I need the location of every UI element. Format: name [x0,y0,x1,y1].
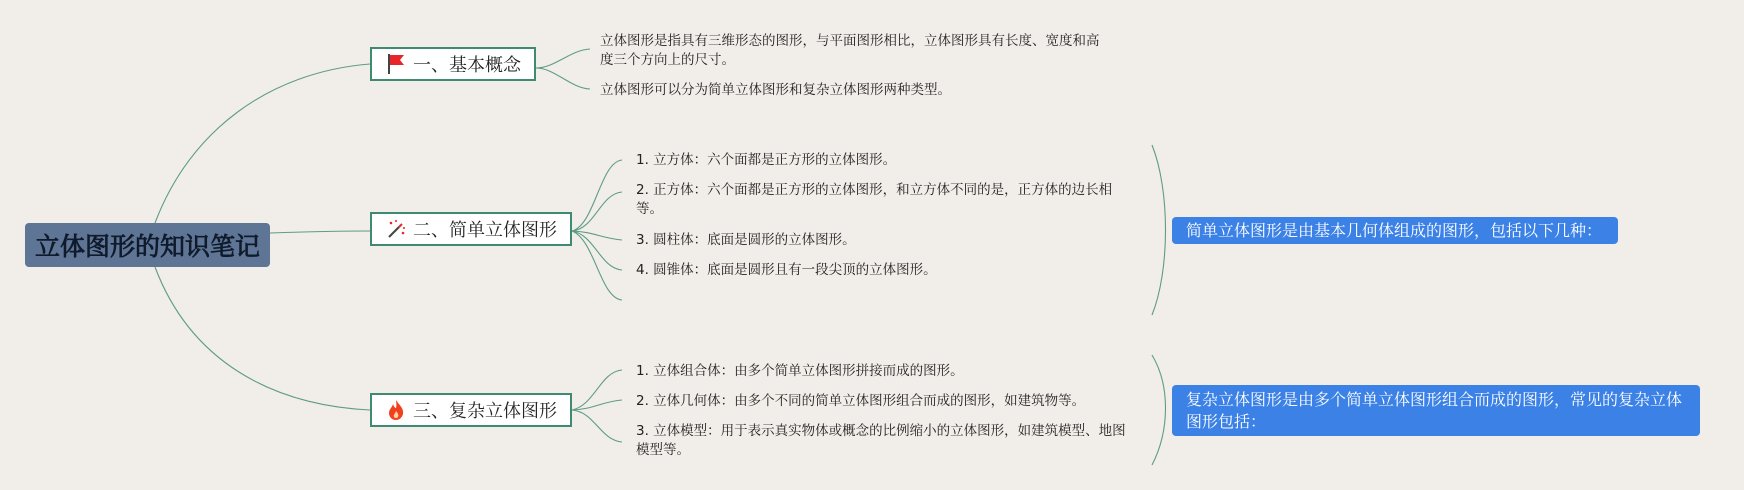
fire-icon [385,399,407,421]
leaf-b2-4[interactable]: 4. 圆锥体：底面是圆形且有一段尖顶的立体图形。 [636,262,937,278]
connector-root-branch-3 [155,267,370,410]
connector-b1-leaf-2 [536,68,590,89]
leaf-b3-2[interactable]: 2. 立体几何体：由多个不同的简单立体图形组合而成的图形，如建筑物等。 [636,393,1086,409]
leaf-b1-2[interactable]: 立体图形可以分为简单立体图形和复杂立体图形两种类型。 [600,82,951,98]
red-flag-icon [385,53,407,75]
branch-complex-solids[interactable] [370,393,572,427]
leaf-b2-3[interactable]: 3. 圆柱体：底面是圆形的立体图形。 [636,232,856,248]
connector-b3-leaf-3 [572,410,622,442]
leaf-b3-1[interactable]: 1. 立体组合体：由多个简单立体图形拼接而成的图形。 [636,363,964,379]
connector-b2-leaf-1 [572,160,622,231]
connector-b2-leaf-5 [572,231,622,300]
central-topic-label: 立体图形的知识笔记 [34,232,260,261]
summary-note-complex[interactable]: 复杂立体图形是由多个简单立体图形组合而成的图形，常见的复杂立体图形包括： [1172,385,1700,436]
leaf-b2-1[interactable]: 1. 立方体：六个面都是正方形的立体图形。 [636,152,897,168]
branch-label: 三、复杂立体图形 [413,401,557,422]
connector-root-branch-1 [155,64,370,223]
branch-label: 一、基本概念 [413,55,521,76]
summary-bracket-2 [1152,145,1166,315]
connector-b1-leaf-1 [536,49,590,68]
leaf-b1-1[interactable]: 立体图形是指具有三维形态的图形，与平面图形相比，立体图形具有长度、宽度和高度三个方向上的尺寸。 [600,33,1100,68]
leaf-b2-2[interactable]: 2. 正方体：六个面都是正方形的立体图形，和立方体不同的是，正方体的边长相等。 [636,182,1113,217]
branch-basic-concepts[interactable] [370,47,536,81]
summary-bracket-3 [1152,355,1166,465]
branch-simple-solids[interactable] [370,212,572,246]
branch-label: 二、简单立体图形 [413,220,557,241]
connector-b3-leaf-1 [572,370,622,410]
leaf-b3-3[interactable]: 3. 立体模型：用于表示真实物体或概念的比例缩小的立体图形，如建筑模型、地图模型等。 [636,423,1126,458]
connector-b3-leaf-2 [572,400,622,410]
magic-wand-icon [385,218,407,240]
connector-b2-leaf-2 [572,192,622,231]
central-topic[interactable] [25,223,270,267]
summary-note-simple[interactable]: 简单立体图形是由基本几何体组成的图形，包括以下几种： [1172,217,1618,244]
connector-root-branch-2 [270,231,370,233]
